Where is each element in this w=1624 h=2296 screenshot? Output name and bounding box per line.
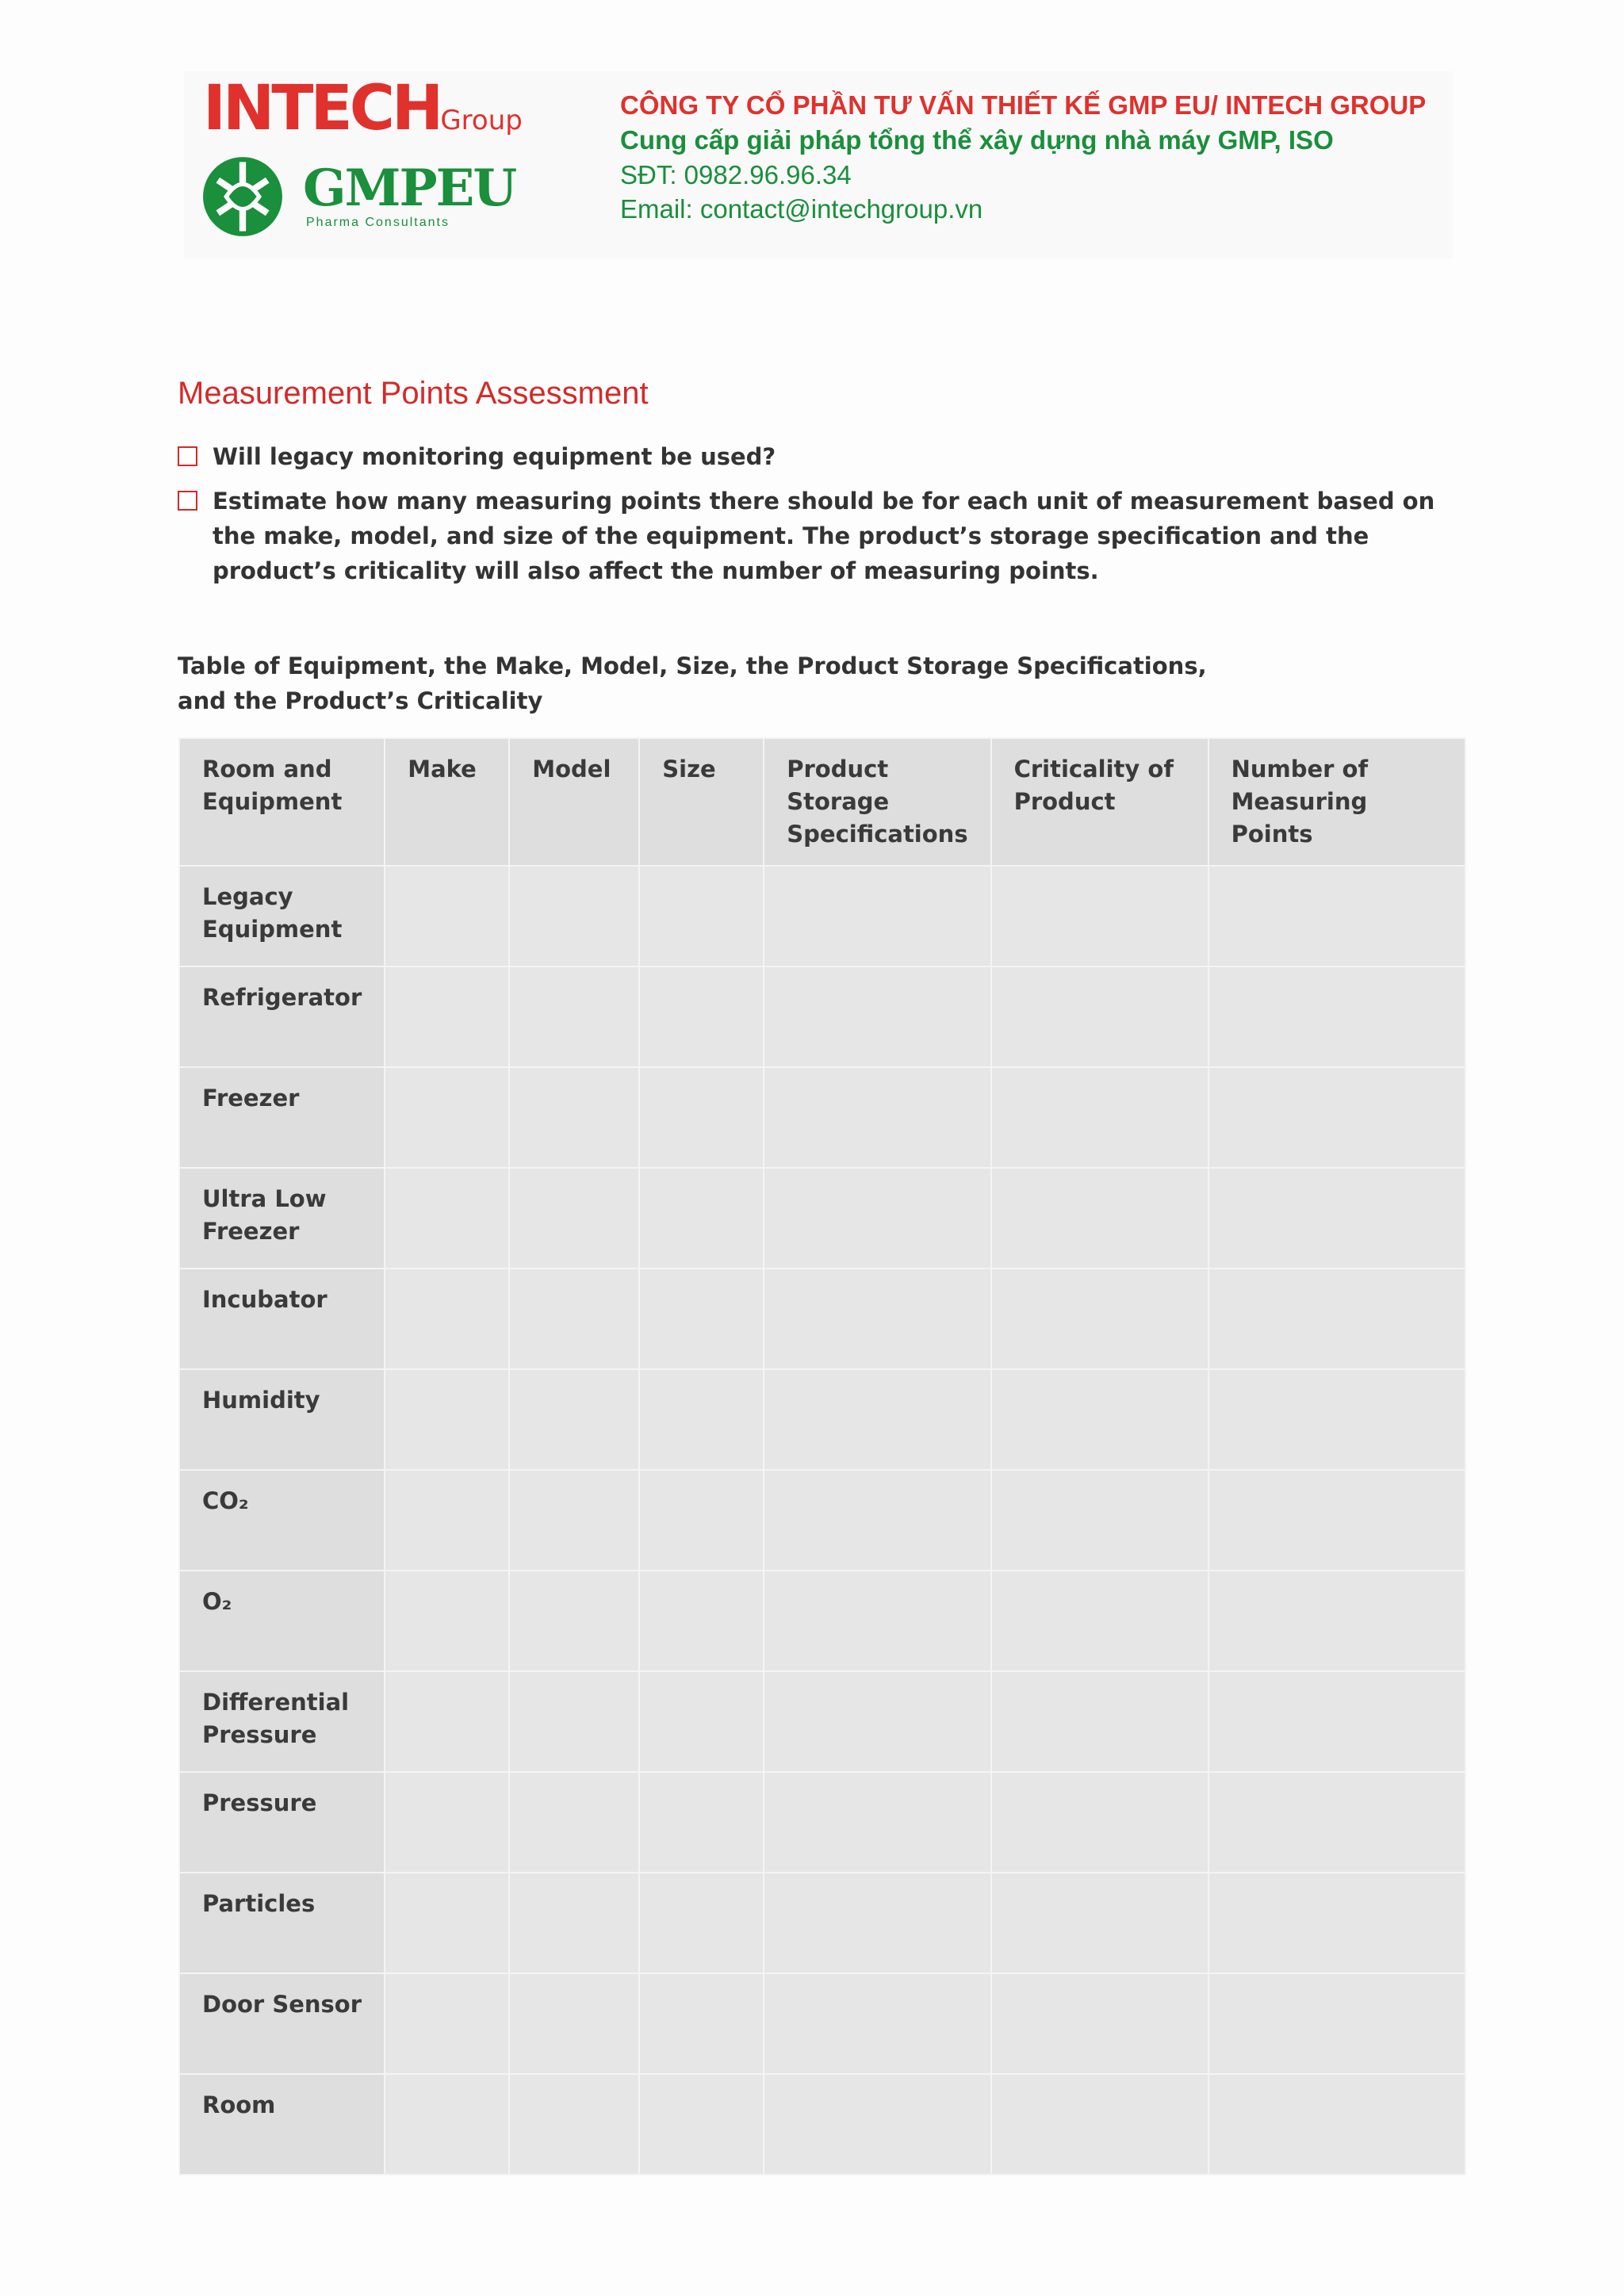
table-row <box>179 1168 1465 1269</box>
header-storage-specifications: Product Storage Specifications <box>764 738 990 866</box>
checklist-text: Estimate how many measuring points there should be for each unit of measurement based on the make, model, and size of the equipment. The product’s storage specification and the product’s criticality will also affect the number of measuring points. <box>213 488 1435 584</box>
table-cell[interactable] <box>385 1873 509 1973</box>
table-cell[interactable] <box>764 1873 990 1973</box>
checklist-item-legacy <box>178 439 1446 474</box>
row-label: Ultra Low Freezer <box>179 1168 385 1269</box>
row-label: Room <box>179 2074 385 2175</box>
company-phone: SĐT: 0982.96.96.34 <box>620 160 852 189</box>
table-cell[interactable] <box>509 1369 639 1470</box>
table-cell[interactable] <box>385 1067 509 1168</box>
table-cell[interactable] <box>991 1470 1208 1571</box>
table-caption-line: Table of Equipment, the Make, Model, Size, the Product Storage Specifications, <box>178 652 1207 679</box>
table-row <box>179 2074 1465 2175</box>
table-cell[interactable] <box>991 1269 1208 1369</box>
table-cell[interactable] <box>509 1772 639 1873</box>
table-cell[interactable] <box>509 966 639 1067</box>
row-label: Freezer <box>179 1067 385 1168</box>
table-cell[interactable] <box>991 1067 1208 1168</box>
table-cell[interactable] <box>764 866 990 966</box>
table-cell[interactable] <box>385 1369 509 1470</box>
table-cell[interactable] <box>509 1470 639 1571</box>
table-cell[interactable] <box>509 1168 639 1269</box>
table-cell[interactable] <box>1208 1671 1465 1772</box>
table-cell[interactable] <box>1208 866 1465 966</box>
row-label: O₂ <box>179 1571 385 1671</box>
table-row <box>179 1671 1465 1772</box>
table-body <box>179 866 1465 2175</box>
table-row <box>179 1067 1465 1168</box>
table-cell[interactable] <box>639 1873 764 1973</box>
table-cell[interactable] <box>1208 1772 1465 1873</box>
table-cell[interactable] <box>509 1067 639 1168</box>
table-cell[interactable] <box>509 1973 639 2074</box>
table-cell[interactable] <box>1208 2074 1465 2175</box>
table-cell[interactable] <box>764 1772 990 1873</box>
table-cell[interactable] <box>385 1671 509 1772</box>
table-cell[interactable] <box>991 1973 1208 2074</box>
row-label: Incubator <box>179 1269 385 1369</box>
table-cell[interactable] <box>509 866 639 966</box>
table-cell[interactable] <box>1208 1873 1465 1973</box>
table-cell[interactable] <box>1208 1369 1465 1470</box>
table-cell[interactable] <box>764 966 990 1067</box>
table-cell[interactable] <box>764 2074 990 2175</box>
row-label: Pressure <box>179 1772 385 1873</box>
company-email: Email: contact@intechgroup.vn <box>620 194 983 224</box>
table-row <box>179 1973 1465 2074</box>
equipment-table <box>178 737 1466 2175</box>
table-cell[interactable] <box>639 1671 764 1772</box>
table-cell[interactable] <box>639 2074 764 2175</box>
header-criticality: Criticality of Product <box>991 738 1208 866</box>
row-label: Refrigerator <box>179 966 385 1067</box>
table-cell[interactable] <box>1208 1571 1465 1671</box>
table-cell[interactable] <box>991 866 1208 966</box>
table-cell[interactable] <box>385 2074 509 2175</box>
table-cell[interactable] <box>639 1772 764 1873</box>
table-cell[interactable] <box>639 966 764 1067</box>
section-title: Measurement Points Assessment <box>178 376 649 411</box>
table-cell[interactable] <box>764 1067 990 1168</box>
table-row <box>179 866 1465 966</box>
table-cell[interactable] <box>509 1873 639 1973</box>
intech-logo: INTECHGroup <box>203 73 523 144</box>
header-model: Model <box>509 738 639 866</box>
header-make: Make <box>385 738 509 866</box>
table-cell[interactable] <box>509 2074 639 2175</box>
table-cell[interactable] <box>1208 966 1465 1067</box>
table-cell[interactable] <box>385 1571 509 1671</box>
checklist-item-estimate <box>178 484 1446 588</box>
header-room-equipment: Room and Equipment <box>179 738 385 866</box>
table-cell[interactable] <box>385 1772 509 1873</box>
table-cell[interactable] <box>509 1671 639 1772</box>
table-cell[interactable] <box>385 966 509 1067</box>
table-row <box>179 1470 1465 1571</box>
gmpeu-logo-text: GMPEU <box>303 159 516 218</box>
table-cell[interactable] <box>1208 1470 1465 1571</box>
table-row <box>179 1369 1465 1470</box>
table-cell[interactable] <box>639 1067 764 1168</box>
table-cell[interactable] <box>991 1369 1208 1470</box>
table-cell[interactable] <box>991 966 1208 1067</box>
table-cell[interactable] <box>385 1168 509 1269</box>
header-measuring-points: Number of Measuring Points <box>1208 738 1465 866</box>
table-cell[interactable] <box>764 1671 990 1772</box>
checkbox[interactable] <box>178 446 197 466</box>
row-label: Humidity <box>179 1369 385 1470</box>
table-cell[interactable] <box>1208 1067 1465 1168</box>
table-cell[interactable] <box>509 1269 639 1369</box>
table-row <box>179 1571 1465 1671</box>
table-cell[interactable] <box>764 1470 990 1571</box>
table-cell[interactable] <box>1208 1168 1465 1269</box>
table-cell[interactable] <box>991 1772 1208 1873</box>
company-name: CÔNG TY CỔ PHẦN TƯ VẤN THIẾT KẾ GMP EU/ INTECH GROUP <box>620 90 1427 120</box>
header-size: Size <box>639 738 764 866</box>
table-row <box>179 1269 1465 1369</box>
company-tagline: Cung cấp giải pháp tổng thể xây dựng nhà máy GMP, ISO <box>620 125 1334 155</box>
table-cell[interactable] <box>639 1571 764 1671</box>
table-cell[interactable] <box>991 1671 1208 1772</box>
row-label: Differential Pressure <box>179 1671 385 1772</box>
table-cell[interactable] <box>764 1269 990 1369</box>
gmpeu-logo-subtitle: Pharma Consultants <box>306 216 450 229</box>
table-cell[interactable] <box>764 1168 990 1269</box>
table-cell[interactable] <box>1208 1973 1465 2074</box>
table-cell[interactable] <box>509 1571 639 1671</box>
table-cell[interactable] <box>1208 1269 1465 1369</box>
table-row <box>179 1873 1465 1973</box>
table-cell[interactable] <box>639 1369 764 1470</box>
table-caption <box>178 649 1208 718</box>
table-cell[interactable] <box>991 1873 1208 1973</box>
table-cell[interactable] <box>764 1369 990 1470</box>
table-cell[interactable] <box>991 1571 1208 1671</box>
table-cell[interactable] <box>639 1470 764 1571</box>
row-label: Door Sensor <box>179 1973 385 2074</box>
table-cell[interactable] <box>639 866 764 966</box>
row-label: CO₂ <box>179 1470 385 1571</box>
table-cell[interactable] <box>991 1168 1208 1269</box>
table-caption-line: and the Product’s Criticality <box>178 687 543 714</box>
row-label: Particles <box>179 1873 385 1973</box>
table-cell[interactable] <box>639 1269 764 1369</box>
table-cell[interactable] <box>991 2074 1208 2175</box>
checkbox[interactable] <box>178 491 197 511</box>
gmpeu-logo-icon <box>201 155 284 238</box>
table-cell[interactable] <box>385 1269 509 1369</box>
table-cell[interactable] <box>764 1571 990 1671</box>
table-cell[interactable] <box>385 1973 509 2074</box>
table-cell[interactable] <box>385 866 509 966</box>
row-label: Legacy Equipment <box>179 866 385 966</box>
table-cell[interactable] <box>764 1973 990 2074</box>
table-cell[interactable] <box>639 1973 764 2074</box>
table-cell[interactable] <box>385 1470 509 1571</box>
table-header-row <box>179 738 1465 866</box>
table-row <box>179 1772 1465 1873</box>
checklist-text: Will legacy monitoring equipment be used? <box>213 443 776 470</box>
table-row <box>179 966 1465 1067</box>
table-cell[interactable] <box>639 1168 764 1269</box>
